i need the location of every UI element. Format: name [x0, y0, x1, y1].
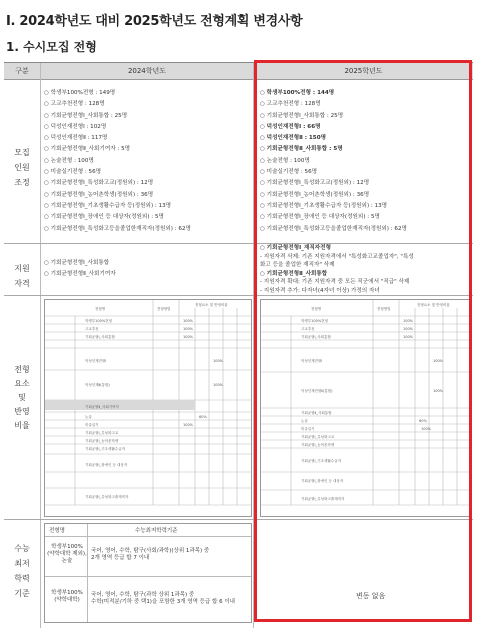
list-item: ○ 미술실기전형 : 56명 [260, 169, 318, 176]
header-2025: 2025학년도 [254, 63, 473, 80]
list-item: ○ 기회균형전형Ⅰ_장애인 등 대상자(정원외) : 5명 [260, 214, 380, 221]
elements-label: 전형 요소 및 반영 비율 [14, 365, 30, 430]
header-2024: 2024학년도 [41, 63, 253, 80]
svg-text:전형요소 및 반영비율: 전형요소 및 반영비율 [195, 303, 228, 307]
list-item: ○ 학생부100%전형 : 144명 [260, 90, 335, 96]
list-item: ○ 기회균형전형Ⅰ_특성화고교(정원외) : 12명 [44, 180, 154, 187]
svg-text:100%: 100% [183, 327, 194, 331]
minimum-row-name: 학생부100% (약학대학 제외), 논술 [47, 544, 87, 564]
svg-text:100%: 100% [403, 319, 414, 323]
svg-text:100%: 100% [183, 423, 194, 427]
svg-text:기회균형Ⅱ_사회기여자: 기회균형Ⅱ_사회기여자 [85, 405, 119, 409]
list-item: ○ 기회균형전형Ⅰ_재직자전형 [260, 245, 331, 251]
highlight-box-2025 [254, 60, 472, 622]
list-item: ○ 기회균형전형Ⅰ_사회통합 [44, 260, 110, 266]
page-title: Ⅰ. 2024학년도 대비 2025학년도 전형계획 변경사항 [6, 14, 303, 29]
elements-table-2024-image [44, 299, 252, 517]
list-item: ○ 덕성인재전형Ⅰ : 102명 [44, 123, 107, 130]
svg-text:전형방법: 전형방법 [377, 307, 391, 311]
svg-text:100%: 100% [403, 327, 414, 331]
svg-text:기회균형Ⅰ_사회통합: 기회균형Ⅰ_사회통합 [85, 335, 115, 339]
svg-text:100%: 100% [213, 383, 224, 387]
svg-text:기회균형Ⅰ_특성화고교: 기회균형Ⅰ_특성화고교 [85, 431, 119, 435]
header-category: 구분 [4, 63, 40, 80]
svg-text:전형요소 및 반영비율: 전형요소 및 반영비율 [417, 303, 450, 307]
svg-text:전형명: 전형명 [311, 307, 322, 311]
svg-text:논술: 논술 [85, 415, 92, 419]
svg-text:논술: 논술 [301, 419, 308, 423]
svg-text:학생부100%전형: 학생부100%전형 [85, 319, 112, 323]
list-item: ○ 고교추천전형 : 128명 [260, 101, 321, 108]
list-item: ○ 기회균형전형Ⅰ_농어촌학생(정원외) : 36명 [44, 191, 154, 198]
list-item: ○ 덕성인재전형Ⅱ : 150명 [260, 135, 326, 142]
svg-text:기회균형Ⅰ_특성화고졸재직자: 기회균형Ⅰ_특성화고졸재직자 [85, 495, 129, 499]
list-item: - 지원자격 삭제: 기존 지원자격에서 "특성화고교졸업자", "특성 [260, 253, 414, 260]
minimum-row-criteria: 국어, 영어, 수학, 탐구(사회/과학)(상위 1과목) 중 2개 영역 등급 합 7 이내 [91, 548, 210, 561]
list-item: 화고 등을 졸업한 재직자" 삭제 [260, 262, 335, 269]
list-item: ○ 기회균형전형Ⅱ_사회기여자 : 5명 [44, 146, 131, 153]
list-item: ○ 기회균형전형Ⅰ_기초생활수급자 등(정원외) : 13명 [44, 202, 172, 209]
svg-text:기회균형Ⅰ_특성화고교: 기회균형Ⅰ_특성화고교 [301, 435, 335, 439]
minimum-row-name: 학생부100% (약학대학) [51, 590, 83, 603]
list-item: ○ 기회균형전형Ⅰ_사회통합 : 25명 [260, 112, 344, 119]
list-item: ○ 논술전형 : 100명 [260, 157, 310, 164]
svg-text:고교추천: 고교추천 [301, 327, 315, 331]
qualification-label: 지원 자격 [14, 264, 30, 288]
svg-text:기회균형Ⅰ_기초생활수급자: 기회균형Ⅰ_기초생활수급자 [85, 447, 125, 451]
svg-text:고교추천: 고교추천 [85, 327, 99, 331]
list-item: ○ 덕성인재전형Ⅰ : 66명 [260, 123, 321, 130]
list-item: ○ 고교추천전형 : 128명 [44, 101, 105, 108]
list-item: ○ 기회균형전형Ⅰ_기초생활수급자 등(정원외) : 13명 [260, 202, 388, 209]
svg-text:기회균형Ⅰ_기초생활수급자: 기회균형Ⅰ_기초생활수급자 [301, 459, 341, 463]
minimum-header-name: 전형명 [49, 528, 65, 534]
svg-text:기회균형Ⅰ_농어촌학생: 기회균형Ⅰ_농어촌학생 [301, 443, 335, 447]
svg-text:기회균형Ⅱ_사회통합: 기회균형Ⅱ_사회통합 [301, 411, 332, 415]
list-item: ○ 미술실기전형 : 56명 [44, 169, 102, 176]
svg-text:60%: 60% [419, 419, 427, 423]
list-item: ○ 덕성인재전형Ⅱ : 117명 [44, 135, 108, 142]
list-item: ○ 기회균형전형Ⅰ_농어촌학생(정원외) : 36명 [260, 191, 370, 198]
svg-text:100%: 100% [433, 389, 444, 393]
svg-text:덕성인재전형Ⅰ: 덕성인재전형Ⅰ [85, 359, 107, 363]
recruit-list-2024 [44, 88, 191, 235]
list-item: - 지원자격 추가: 다자녀(4자녀 이상) 가정의 자녀 [260, 287, 380, 294]
list-item: ○ 논술전형 : 100명 [44, 157, 94, 164]
svg-text:기회균형Ⅰ_장애인 등 대상자: 기회균형Ⅰ_장애인 등 대상자 [85, 463, 128, 467]
list-item: ○ 기회균형전형Ⅰ_특성화고등을졸업한재직자(정원외) : 62명 [44, 225, 191, 232]
qualification-list-2024 [44, 258, 116, 281]
svg-text:전형방법: 전형방법 [157, 307, 171, 311]
svg-text:100%: 100% [403, 335, 414, 339]
section-title: 1. 수시모집 전형 [6, 40, 97, 54]
list-item: - 지원자격 확대: 기존 지원자격 중 모든 직군에서 "직급" 삭제 [260, 279, 410, 286]
minimum-row-criteria: 국어, 영어, 수학, 탐구(과학 상위 1과목) 중 수학(미적분/기하 중 택1)을 포함한 3개 영역 등급 합 6 이내 [91, 592, 235, 605]
minimum-label: 수능 최저 학력 기준 [14, 544, 30, 598]
svg-text:100%: 100% [433, 359, 444, 363]
recruit-label: 모집 인원 조정 [14, 148, 30, 187]
svg-text:기회균형Ⅰ_특성화고졸재직자: 기회균형Ⅰ_특성화고졸재직자 [301, 497, 345, 501]
svg-text:덕성인재전형Ⅰ: 덕성인재전형Ⅰ [301, 359, 323, 363]
svg-text:60%: 60% [199, 415, 207, 419]
svg-text:기회균형Ⅰ_농어촌학생: 기회균형Ⅰ_농어촌학생 [85, 439, 119, 443]
svg-text:100%: 100% [421, 427, 432, 431]
svg-text:기회균형Ⅰ_사회통합: 기회균형Ⅰ_사회통합 [301, 335, 331, 339]
list-item: ○ 기회균형전형Ⅰ_특성화고교(정원외) : 12명 [260, 180, 370, 187]
list-item: ○ 학생부100%전형 : 149명 [44, 90, 116, 96]
svg-text:미술실기: 미술실기 [301, 427, 315, 431]
svg-text:덕성인재Ⅱ(통합): 덕성인재Ⅱ(통합) [85, 383, 110, 387]
svg-text:덕성인재전형Ⅱ(통합): 덕성인재전형Ⅱ(통합) [301, 389, 333, 393]
svg-text:학생부100%전형: 학생부100%전형 [301, 319, 328, 323]
svg-text:미술실기: 미술실기 [85, 423, 99, 427]
list-item: ○ 기회균형전형Ⅱ_사회기여자 [44, 271, 116, 278]
svg-text:전형명: 전형명 [95, 307, 106, 311]
minimum-header-criteria: 수능최저학력기준 [135, 528, 178, 534]
minimum-table-2024 [44, 523, 252, 623]
list-item: ○ 기회균형전형Ⅰ_사회통합 : 25명 [44, 112, 128, 119]
list-item: ○ 기회균형전형Ⅱ_사회통합 [260, 270, 328, 277]
svg-text:100%: 100% [183, 319, 194, 323]
no-change-note: 변동 없음 [356, 592, 386, 600]
svg-text:기회균형Ⅰ_장애인 등 대상자: 기회균형Ⅰ_장애인 등 대상자 [301, 479, 344, 483]
list-item: ○ 기회균형전형Ⅰ_특성화고등을졸업한재직자(정원외) : 62명 [260, 225, 407, 232]
svg-text:100%: 100% [183, 335, 194, 339]
list-item: ○ 기회균형전형Ⅰ_장애인 등 대상자(정원외) : 5명 [44, 214, 164, 221]
col-divider [40, 63, 41, 628]
list-item: ○ 기회균형전형Ⅱ_사회통합 : 5명 [260, 146, 343, 153]
svg-text:100%: 100% [213, 359, 224, 363]
